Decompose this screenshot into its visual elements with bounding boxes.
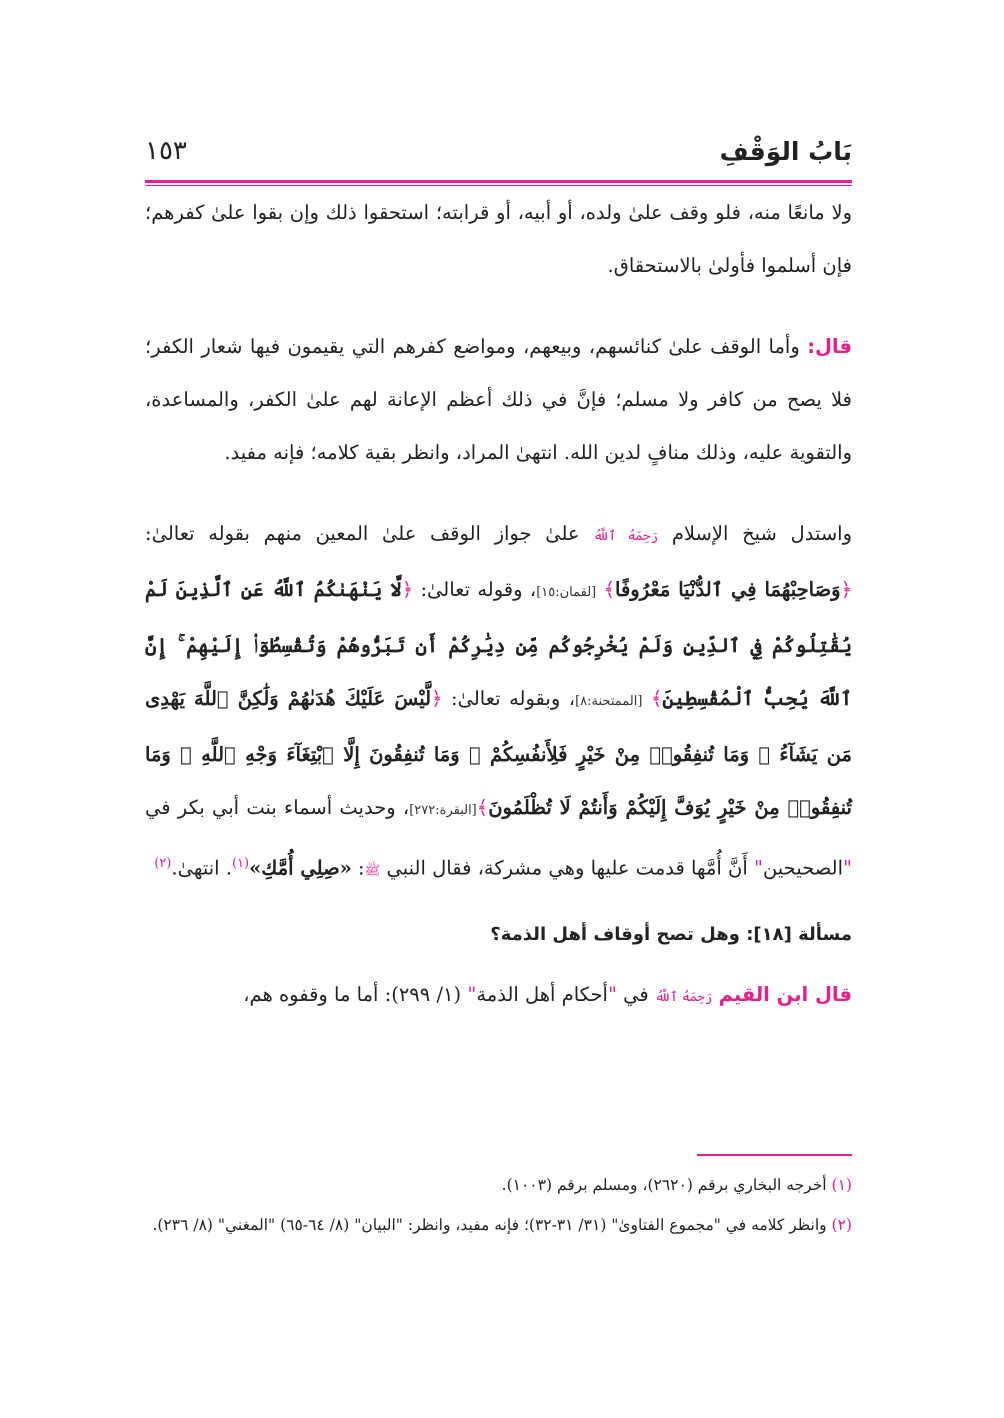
main-text	[145, 186, 852, 1024]
connector-3: ، وحديث أسماء بنت أبي بكر في	[145, 796, 410, 819]
paragraph-3-tail-3: . انتهىٰ.	[171, 856, 232, 880]
paragraph-3-tail-1: أَنَّ أُمَّها قدمت عليها وهي مشركة، فقال النبي	[380, 856, 754, 880]
book-title-ahkam: أحكام أهل الذمة	[476, 982, 608, 1006]
footnote-1	[145, 1168, 852, 1202]
verse-ref-1: [لقمان:١٥]	[536, 585, 597, 600]
paragraph-2-lead: قال:	[807, 335, 852, 358]
footnote-rule	[697, 1154, 852, 1156]
quote-open: "	[607, 982, 617, 1006]
quran-verse-1: وَصَاحِبْهُمَا فِي ٱلدُّنْيَا مَعْرُوفًا	[615, 578, 841, 601]
chapter-title: بَابُ الوَقْفِ	[719, 136, 852, 166]
footnote-1-text: أخرجه البخاري برقم (٢٦٢٠)، ومسلم برقم (١٠٠٣).	[501, 1176, 832, 1194]
paragraph-2	[145, 320, 852, 479]
question-heading	[145, 910, 852, 960]
quote-close: "	[753, 856, 763, 880]
honorific-mark: رَحِمَهُ ٱللَّهُ	[654, 989, 713, 1005]
quote-open: "	[843, 856, 852, 880]
connector-1: ، وقوله تعالىٰ:	[413, 578, 537, 601]
paragraph-3-intro-rest: علىٰ جواز الوقف علىٰ المعين منهم بقوله تعالىٰ:	[145, 522, 580, 545]
paragraph-2-text: وأما الوقف علىٰ كنائسهم، وبيعهم، ومواضع كفرهم التي يقيمون فيها شعار الكفر؛ فلا يصح من كافر ولا مسلم؛ فإنَّ في ذلك أعظم الإعانة لهم علىٰ الكفر، والمساعدة، والتقوية عليه، وذلك منافٍ لدين الله. انتهىٰ المراد، وانظر بقية كلامه؛ فإنه مفيد.	[145, 335, 852, 464]
paragraph-3-tail-2: :	[351, 856, 365, 880]
paragraph-4-post: (١/ ٢٩٩): أما ما وقفوه هم،	[243, 982, 468, 1006]
verse-ornament-close: ﴾	[603, 578, 616, 601]
page-number: ١٥٣	[145, 136, 187, 166]
paragraph-4	[145, 968, 852, 1024]
footnote-1-number: (١)	[831, 1176, 852, 1194]
verse-ornament-open: ﴿	[401, 578, 414, 601]
paragraph-3-intro: واستدل شيخ الإسلام	[671, 522, 853, 545]
footnote-2	[145, 1208, 852, 1242]
quran-verse-3: لَّيْسَ عَلَيْكَ هُدَىٰهُمْ وَلَٰكِنَّ ٱللَّهَ يَهْدِى مَن يَشَآءُ ۗ وَمَا تُنفِقُوا۟ مِنْ خَيْرٍ فَلِأَنفُسِكُمْ ۚ وَمَا تُنفِقُونَ إِلَّا ٱبْتِغَآءَ وَجْهِ ٱللَّهِ ۚ وَمَا تُنفِقُوا۟ مِنْ خَيْرٍ يُوَفَّ إِلَيْكُمْ وَأَنتُمْ لَا تُظْلَمُونَ	[145, 687, 852, 819]
footnote-2-number: (٢)	[831, 1216, 852, 1234]
prophet-honorific: ﷺ	[364, 863, 381, 879]
book-title-sahihayn: الصحيحين	[762, 856, 844, 880]
footnote-ref-1[interactable]: (١)	[231, 856, 250, 871]
question-label: مسألة [١٨]:	[746, 923, 852, 945]
hadith-text: «صِلِي أُمَّكِ»	[249, 856, 352, 880]
connector-2: ، وبقوله تعالىٰ:	[442, 687, 576, 710]
paragraph-3	[145, 507, 852, 898]
verse-ref-2: [الممتحنة:٨]	[575, 694, 643, 709]
footnotes	[145, 1168, 852, 1248]
page-header	[145, 128, 852, 174]
question-text: وهل تصح أوقاف أهل الذمة؟	[490, 923, 747, 945]
verse-ornament-open: ﴿	[840, 578, 853, 601]
quran-verse-2: لَّا يَنْهَىٰكُمُ ٱللَّهُ عَنِ ٱلَّذِينَ لَمْ يُقَٰتِلُوكُمْ فِي ٱلدِّينِ وَلَمْ يُخْرِجُوكُم مِّن دِيَٰرِكُمْ أَن تَبَرُّوهُمْ وَتُقْسِطُوٓا۟ إِلَيْهِمْ ۚ إِنَّ ٱللَّهَ يُحِبُّ ٱلْمُقْسِطِينَ	[145, 578, 853, 710]
paragraph-4-pre: في	[616, 982, 655, 1006]
paragraph-4-lead: قال ابن القيم	[718, 982, 852, 1006]
honorific-mark: رَحِمَهُ ٱللَّهُ	[593, 529, 659, 544]
quote-close: "	[467, 982, 477, 1006]
verse-ref-3: [البقرة:٢٧٢]	[409, 803, 477, 818]
footnote-ref-2[interactable]: (٢)	[154, 856, 172, 871]
verse-ornament-open: ﴿	[431, 687, 443, 710]
verse-ornament-close: ﴾	[650, 687, 663, 710]
footnote-2-text: وانظر كلامه في "مجموع الفتاوىٰ" (٣١/ ٣١-٣٢)؛ فإنه مفيد، وانظر: "البيان" (٨/ ٦٤-٦٥) "المغني" (٨/ ٢٣٦).	[152, 1216, 832, 1234]
paragraph-1: ولا مانعًا منه، فلو وقف علىٰ ولده، أو أبيه، أو قرابته؛ استحقوا ذلك وإن بقوا علىٰ كفرهم؛ فإن أسلموا فأولىٰ بالاستحقاق.	[145, 201, 852, 277]
verse-ornament-close: ﴾	[476, 796, 489, 819]
